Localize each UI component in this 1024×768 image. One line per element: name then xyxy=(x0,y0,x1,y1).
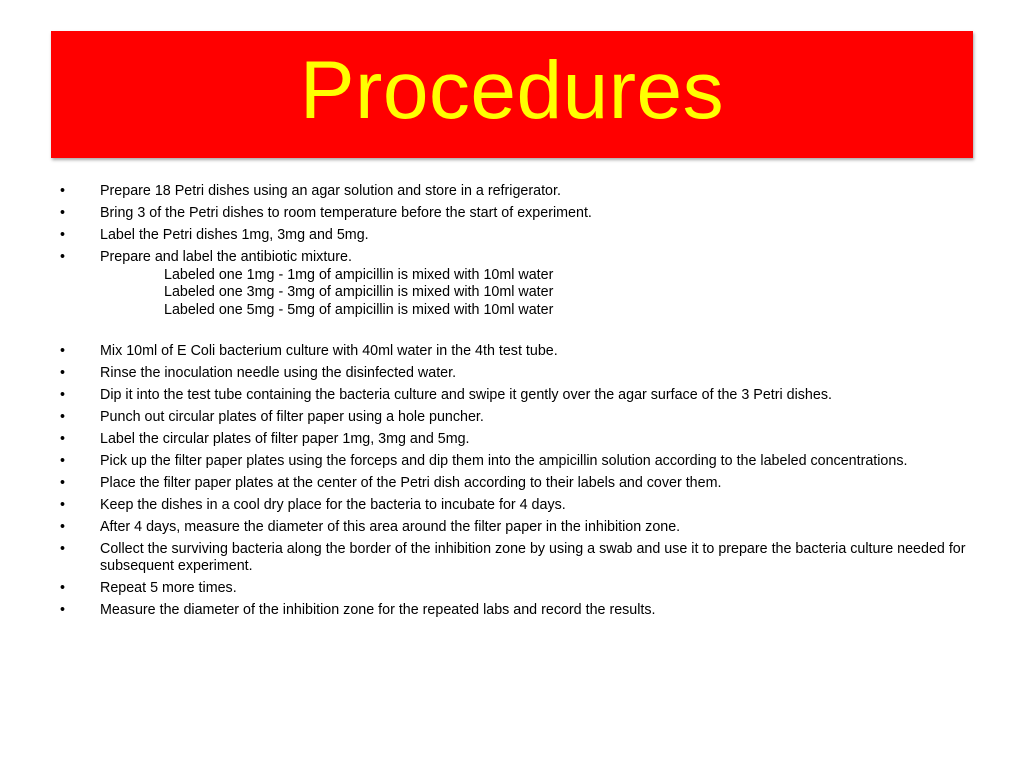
step-text: Collect the surviving bacteria along the border of the inhibition zone by using a swab and use it to prepare the bacteria culture needed for subsequent experiment. xyxy=(100,540,966,574)
list-item xyxy=(58,365,968,383)
bullet-icon: • xyxy=(60,249,66,265)
list-item xyxy=(58,519,968,537)
step-text: Label the Petri dishes 1mg, 3mg and 5mg. xyxy=(100,227,369,243)
list-item xyxy=(58,343,968,361)
slide-title: Procedures xyxy=(299,44,725,136)
bullet-icon: • xyxy=(60,205,66,221)
list-item xyxy=(58,497,968,515)
bullet-icon: • xyxy=(60,227,66,243)
bullet-icon: • xyxy=(60,364,66,381)
list-item xyxy=(58,541,968,576)
step-text: Keep the dishes in a cool dry place for the bacteria to incubate for 4 days. xyxy=(100,496,566,513)
step-text: Pick up the filter paper plates using the forceps and dip them into the ampicillin solution according to the labeled concentrations. xyxy=(100,452,908,469)
step-text: Dip it into the test tube containing the bacteria culture and swipe it gently over the agar surface of the 3 Petri dishes. xyxy=(100,386,832,403)
bullet-icon: • xyxy=(60,602,66,618)
step-text: Place the filter paper plates at the center of the Petri dish according to their labels and cover them. xyxy=(100,474,722,491)
step-text: Label the circular plates of filter paper 1mg, 3mg and 5mg. xyxy=(100,430,470,447)
bullet-icon: • xyxy=(60,408,66,425)
bullet-icon: • xyxy=(60,496,66,513)
list-item xyxy=(58,475,968,493)
mixture-line: Labeled one 3mg - 3mg of ampicillin is mixed with 10ml water xyxy=(164,284,554,300)
step-text: Rinse the inoculation needle using the disinfected water. xyxy=(100,364,457,381)
list-item xyxy=(58,431,968,449)
bullet-icon: • xyxy=(60,386,66,403)
list-item xyxy=(58,387,968,405)
step-text: After 4 days, measure the diameter of this area around the filter paper in the inhibition zone. xyxy=(100,518,681,535)
step-text: Mix 10ml of E Coli bacterium culture with 40ml water in the 4th test tube. xyxy=(100,342,558,359)
step-text: Punch out circular plates of filter paper using a hole puncher. xyxy=(100,408,484,425)
bullet-icon: • xyxy=(60,452,66,469)
bullet-icon: • xyxy=(60,342,66,359)
mixture-line: Labeled one 5mg - 5mg of ampicillin is mixed with 10ml water xyxy=(164,301,554,318)
list-item xyxy=(58,249,968,319)
list-item xyxy=(58,183,968,201)
list-item xyxy=(58,227,968,245)
list-item xyxy=(58,453,968,471)
step-text: Measure the diameter of the inhibition zone for the repeated labs and record the results. xyxy=(100,602,656,618)
procedure-list xyxy=(58,183,968,624)
list-spacer xyxy=(58,324,968,343)
step-text: Bring 3 of the Petri dishes to room temperature before the start of experiment. xyxy=(100,205,592,221)
bullet-icon: • xyxy=(60,540,66,557)
list-item xyxy=(58,602,968,620)
mixture-line: Labeled one 1mg - 1mg of ampicillin is mixed with 10ml water xyxy=(164,266,554,283)
bullet-icon: • xyxy=(60,430,66,447)
bullet-icon: • xyxy=(60,580,66,596)
list-item xyxy=(58,580,968,598)
step-text: Prepare 18 Petri dishes using an agar solution and store in a refrigerator. xyxy=(100,183,561,199)
list-item xyxy=(58,205,968,223)
title-banner xyxy=(51,31,973,158)
step-text: Prepare and label the antibiotic mixture. xyxy=(100,249,352,265)
bullet-icon: • xyxy=(60,183,66,199)
step-text: Repeat 5 more times. xyxy=(100,580,237,596)
list-item xyxy=(58,409,968,427)
bullet-icon: • xyxy=(60,474,66,491)
bullet-icon: • xyxy=(60,518,66,535)
